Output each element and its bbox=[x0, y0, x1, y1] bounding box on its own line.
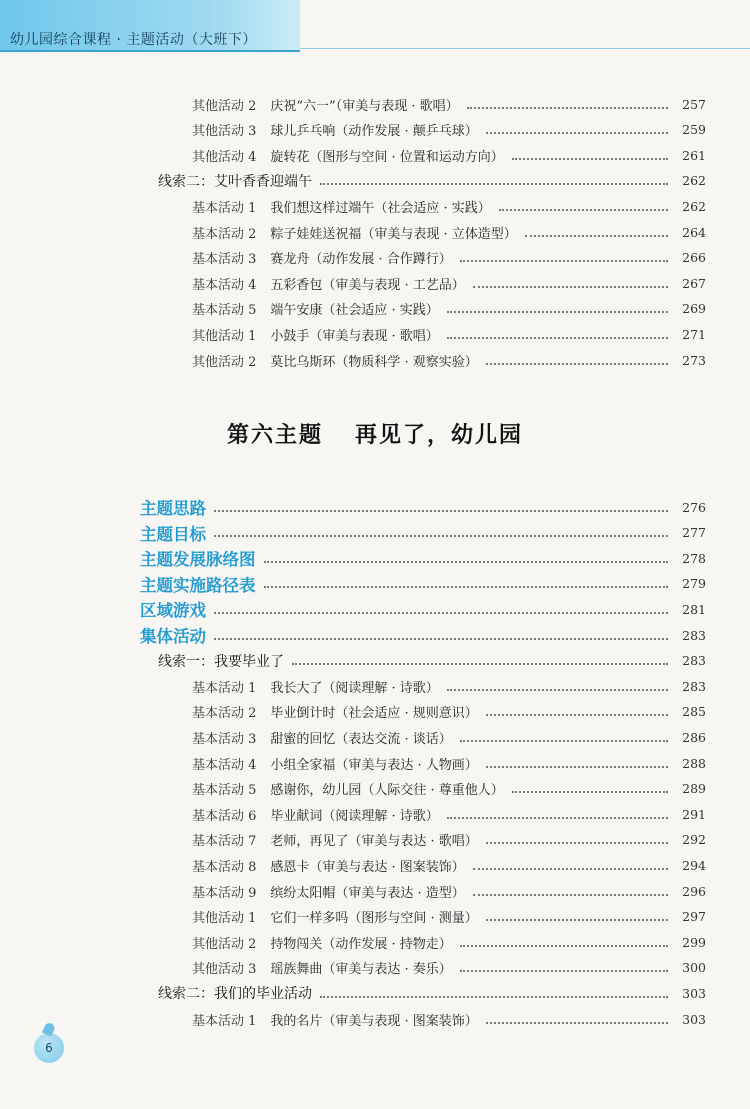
activity-label: 基本活动 9 bbox=[192, 885, 257, 901]
dot-leader bbox=[512, 157, 668, 160]
entry-title: 主题发展脉络图 bbox=[140, 550, 256, 570]
dot-leader bbox=[447, 336, 668, 339]
activity-label: 基本活动 3 bbox=[192, 252, 257, 268]
toc-entry-section bbox=[0, 598, 750, 620]
toc-entry-item bbox=[0, 803, 750, 825]
running-header: 幼儿园综合课程 · 主题活动（大班下） bbox=[10, 32, 257, 48]
page-ref: 286 bbox=[682, 729, 706, 745]
page-ref: 292 bbox=[682, 832, 706, 848]
dot-leader bbox=[292, 662, 668, 665]
page-ref: 299 bbox=[682, 934, 706, 950]
toc-entry-item bbox=[0, 854, 750, 876]
dot-leader bbox=[320, 995, 668, 998]
toc-entry-item bbox=[0, 778, 750, 800]
theme-name: 再见了，幼儿园 bbox=[355, 422, 524, 448]
toc-entry-thread bbox=[0, 650, 750, 672]
entry-title: 持物闯关（动作发展 · 持物走） bbox=[270, 936, 452, 952]
toc-entry-item bbox=[0, 701, 750, 723]
dot-leader bbox=[486, 131, 668, 134]
page-ref: 291 bbox=[682, 806, 706, 822]
dot-leader bbox=[214, 509, 668, 512]
entry-title: 我长大了（阅读理解 · 诗歌） bbox=[270, 680, 439, 696]
dot-leader bbox=[447, 310, 668, 313]
page-ref: 294 bbox=[682, 857, 706, 873]
dot-leader bbox=[486, 918, 668, 921]
activity-label: 基本活动 2 bbox=[192, 226, 257, 242]
toc-entry-section bbox=[0, 624, 750, 646]
dot-leader bbox=[473, 285, 668, 288]
page-ref: 278 bbox=[682, 550, 706, 566]
dot-leader bbox=[264, 585, 669, 588]
toc-entry-item bbox=[0, 272, 750, 294]
page-ref: 300 bbox=[682, 960, 706, 976]
activity-label: 基本活动 1 bbox=[192, 680, 257, 696]
page-number: 6 bbox=[45, 1041, 53, 1055]
page-ref: 273 bbox=[682, 352, 706, 368]
dot-leader bbox=[473, 867, 668, 870]
dot-leader bbox=[214, 534, 668, 537]
dot-leader bbox=[214, 611, 668, 614]
theme-number: 第六主题 bbox=[226, 422, 323, 448]
page-ref: 297 bbox=[682, 909, 706, 925]
dot-leader bbox=[473, 893, 668, 896]
entry-title: 五彩香包（审美与表现 · 工艺品） bbox=[270, 277, 465, 293]
toc-entry-item bbox=[0, 119, 750, 141]
entry-title: 它们一样多吗（图形与空间 · 测量） bbox=[270, 911, 478, 927]
page-ref: 261 bbox=[682, 147, 706, 163]
toc-entry-item bbox=[0, 247, 750, 269]
entry-title: 粽子娃娃送祝福（审美与表现 · 立体造型） bbox=[270, 226, 517, 242]
page-ref: 267 bbox=[682, 275, 706, 291]
page-ref: 271 bbox=[682, 326, 706, 342]
dot-leader bbox=[486, 841, 668, 844]
page-ref: 269 bbox=[682, 301, 706, 317]
dot-leader bbox=[320, 182, 668, 185]
toc-entry-item bbox=[0, 298, 750, 320]
entry-title: 赛龙舟（动作发展 · 合作蹲行） bbox=[270, 252, 452, 268]
toc-entry-thread bbox=[0, 170, 750, 192]
entry-title: 我们想这样过端午（社会适应 · 实践） bbox=[270, 200, 491, 216]
dot-leader bbox=[486, 713, 668, 716]
activity-label: 其他活动 4 bbox=[192, 149, 257, 165]
activity-label: 其他活动 2 bbox=[192, 354, 257, 370]
toc-entry-item bbox=[0, 931, 750, 953]
entry-title: 缤纷太阳帽（审美与表达 · 造型） bbox=[270, 885, 465, 901]
activity-label: 其他活动 2 bbox=[192, 98, 257, 114]
entry-title: 线索二：艾叶香香迎端午 bbox=[158, 173, 312, 190]
activity-label: 其他活动 2 bbox=[192, 936, 257, 952]
toc-entry-section bbox=[0, 547, 750, 569]
toc-entry-item bbox=[0, 906, 750, 928]
activity-label: 基本活动 5 bbox=[192, 303, 257, 319]
page-ref: 303 bbox=[682, 985, 706, 1001]
page-ref: 262 bbox=[682, 173, 706, 189]
toc-entry-item bbox=[0, 752, 750, 774]
activity-label: 基本活动 8 bbox=[192, 859, 257, 875]
page-ref: 276 bbox=[682, 499, 706, 515]
toc-entry-item bbox=[0, 1008, 750, 1030]
toc-entry-item bbox=[0, 880, 750, 902]
activity-label: 基本活动 1 bbox=[192, 1013, 257, 1029]
page-ref: 283 bbox=[682, 678, 706, 694]
entry-title: 甜蜜的回忆（表达交流 · 谈话） bbox=[270, 731, 452, 747]
dot-leader bbox=[214, 637, 668, 640]
dot-leader bbox=[467, 106, 668, 109]
dot-leader bbox=[264, 560, 669, 563]
toc-entry-item bbox=[0, 221, 750, 243]
entry-title: 庆祝“六一”（审美与表现 · 歌唱） bbox=[270, 98, 459, 114]
entry-title: 莫比乌斯环（物质科学 · 观察实验） bbox=[270, 354, 478, 370]
page-number-badge bbox=[34, 1033, 64, 1063]
entry-title: 端午安康（社会适应 · 实践） bbox=[270, 303, 439, 319]
toc-entry-item bbox=[0, 675, 750, 697]
entry-title: 小组全家福（审美与表达 · 人物画） bbox=[270, 757, 478, 773]
theme-heading bbox=[0, 418, 750, 449]
toc-entry-item bbox=[0, 957, 750, 979]
toc-entry-section bbox=[0, 522, 750, 544]
activity-label: 基本活动 7 bbox=[192, 834, 257, 850]
page-ref: 289 bbox=[682, 781, 706, 797]
activity-label: 基本活动 6 bbox=[192, 808, 257, 824]
entry-title: 集体活动 bbox=[140, 627, 206, 646]
dot-leader bbox=[486, 1021, 668, 1024]
dot-leader bbox=[460, 944, 668, 947]
entry-title: 小鼓手（审美与表现 · 歌唱） bbox=[270, 328, 439, 344]
dot-leader bbox=[447, 816, 668, 819]
entry-title: 主题思路 bbox=[140, 499, 206, 518]
entry-title: 瑶族舞曲（审美与表达 · 奏乐） bbox=[270, 962, 452, 978]
entry-title: 毕业献词（阅读理解 · 诗歌） bbox=[270, 808, 439, 824]
activity-label: 基本活动 4 bbox=[192, 277, 257, 293]
toc-entry-item bbox=[0, 144, 750, 166]
page-ref: 264 bbox=[682, 224, 706, 240]
entry-title: 感恩卡（审美与表达 · 图案装饰） bbox=[270, 859, 465, 875]
activity-label: 其他活动 3 bbox=[192, 962, 257, 978]
entry-title: 线索一：我要毕业了 bbox=[158, 653, 284, 670]
activity-label: 基本活动 3 bbox=[192, 731, 257, 747]
activity-label: 基本活动 2 bbox=[192, 706, 257, 722]
toc-entry-section bbox=[0, 496, 750, 518]
activity-label: 其他活动 1 bbox=[192, 328, 257, 344]
page-ref: 283 bbox=[682, 627, 706, 643]
toc-entry-item bbox=[0, 93, 750, 115]
activity-label: 其他活动 1 bbox=[192, 911, 257, 927]
dot-leader bbox=[486, 765, 668, 768]
page-ref: 283 bbox=[682, 653, 706, 669]
toc-entry-item bbox=[0, 349, 750, 371]
entry-title: 线索二：我们的毕业活动 bbox=[158, 986, 312, 1003]
activity-label: 基本活动 1 bbox=[192, 200, 257, 216]
entry-title: 老师，再见了（审美与表达 · 歌唱） bbox=[270, 834, 478, 850]
page-ref: 281 bbox=[682, 601, 706, 617]
dot-leader bbox=[486, 362, 668, 365]
page-ref: 279 bbox=[682, 576, 706, 592]
toc-entry-item bbox=[0, 829, 750, 851]
toc-entry-item bbox=[0, 726, 750, 748]
entry-title: 我的名片（审美与表现 · 图案装饰） bbox=[270, 1013, 478, 1029]
dot-leader bbox=[460, 259, 668, 262]
dot-leader bbox=[447, 688, 668, 691]
page-ref: 266 bbox=[682, 250, 706, 266]
entry-title: 主题实施路径表 bbox=[140, 575, 256, 595]
page-ref: 288 bbox=[682, 755, 706, 771]
toc-entry-item bbox=[0, 323, 750, 345]
dot-leader bbox=[499, 208, 668, 211]
page-ref: 303 bbox=[682, 1011, 706, 1027]
toc-entry-item bbox=[0, 195, 750, 217]
toc-entry-thread bbox=[0, 982, 750, 1004]
activity-label: 基本活动 5 bbox=[192, 783, 257, 799]
dot-leader bbox=[512, 790, 668, 793]
toc-entry-section bbox=[0, 573, 750, 595]
page-ref: 257 bbox=[682, 96, 706, 112]
page-ref: 259 bbox=[682, 122, 706, 138]
page-ref: 285 bbox=[682, 704, 706, 720]
entry-title: 区域游戏 bbox=[140, 601, 206, 621]
entry-title: 毕业倒计时（社会适应 · 规则意识） bbox=[270, 706, 478, 722]
entry-title: 旋转花（图形与空间 · 位置和运动方向） bbox=[270, 149, 504, 165]
entry-title: 主题目标 bbox=[140, 524, 206, 544]
activity-label: 其他活动 3 bbox=[192, 124, 257, 140]
dot-leader bbox=[460, 739, 668, 742]
page-ref: 296 bbox=[682, 883, 706, 899]
dot-leader bbox=[460, 969, 668, 972]
page-ref: 277 bbox=[682, 525, 706, 541]
entry-title: 球儿乒乓响（动作发展 · 颠乒乓球） bbox=[270, 124, 478, 140]
activity-label: 基本活动 4 bbox=[192, 757, 257, 773]
dot-leader bbox=[525, 234, 668, 237]
page-ref: 262 bbox=[682, 198, 706, 214]
entry-title: 感谢你，幼儿园（人际交往 · 尊重他人） bbox=[270, 783, 504, 799]
